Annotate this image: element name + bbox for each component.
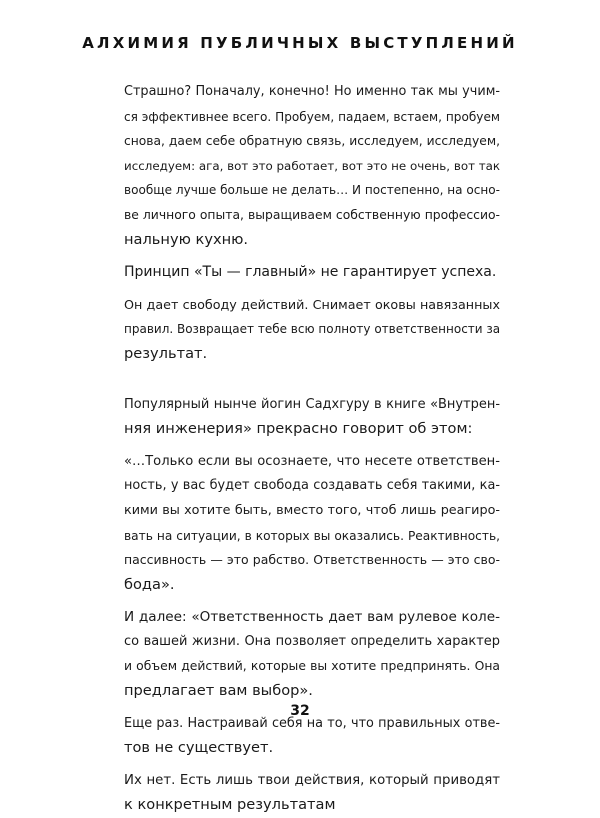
text-line: и объем действий, которые вы хотите предпринять. Она xyxy=(124,658,500,674)
text-line: Страшно? Поначалу, конечно! Но именно так мы учим- xyxy=(124,84,500,99)
text-line: ся эффективнее всего. Пробуем, падаем, встаем, пробуем xyxy=(124,109,500,124)
text-line: ве личного опыта, выращиваем собственную профессио- xyxy=(124,207,500,222)
text-line: Еще раз. Настраивай себя на то, что правильных отве- xyxy=(124,715,500,731)
text-line: снова, даем себе обратную связь, исследуем, исследуем, xyxy=(124,134,500,149)
running-head: АЛХИМИЯ ПУБЛИЧНЫХ ВЫСТУПЛЕНИЙ xyxy=(82,34,518,52)
quote-paragraph xyxy=(102,605,500,703)
text-line: няя инженерия» прекрасно говорит об этом: xyxy=(124,420,473,438)
quote-paragraph xyxy=(102,450,500,598)
text-line: Популярный нынче йогин Садхгуру в книге «Внутрен- xyxy=(124,396,500,412)
text-line: предлагает вам выбор». xyxy=(124,682,313,700)
text-line: результат. xyxy=(124,344,208,362)
text-line: Принцип «Ты — главный» не гарантирует успеха. xyxy=(124,264,497,281)
paragraph xyxy=(102,260,500,285)
text-line: тов не существует. xyxy=(124,739,274,757)
text-line: со вашей жизни. Она позволяет определить характер xyxy=(124,633,500,649)
paragraph xyxy=(102,293,500,367)
text-line: нальную кухню. xyxy=(124,230,249,248)
text-line: бода». xyxy=(124,575,175,593)
page-number: 32 xyxy=(290,703,310,719)
paragraph xyxy=(102,769,500,818)
text-line: Их нет. Есть лишь твои действия, который приводят xyxy=(124,772,500,788)
text-line: к конкретным результатам xyxy=(124,796,336,814)
text-line: кими вы хотите быть, вместо того, чтоб лишь реагиро- xyxy=(124,502,500,518)
text-line: правил. Возвращает тебе всю полноту ответственности за xyxy=(124,322,501,337)
paragraph xyxy=(102,80,500,252)
text-line: пассивность — это рабство. Ответственность — это сво- xyxy=(124,552,500,568)
text-line: исследуем: ага, вот это работает, вот это не очень, вот так xyxy=(124,158,501,173)
text-line: вообще лучше больше не делать… И постепенно, на осно- xyxy=(124,183,500,198)
paragraph xyxy=(102,712,500,761)
text-line: И далее: «Ответственность дает вам рулевое коле- xyxy=(124,609,500,626)
text-line: ность, у вас будет свобода создавать себя такими, ка- xyxy=(124,478,500,494)
text-line: Он дает свободу действий. Снимает оковы навязанных xyxy=(124,296,500,312)
paragraph xyxy=(102,393,500,442)
text-line: «…Только если вы осознаете, что несете ответствен- xyxy=(124,453,500,469)
text-line: вать на ситуации, в которых вы оказались. Реактивность, xyxy=(124,528,500,543)
